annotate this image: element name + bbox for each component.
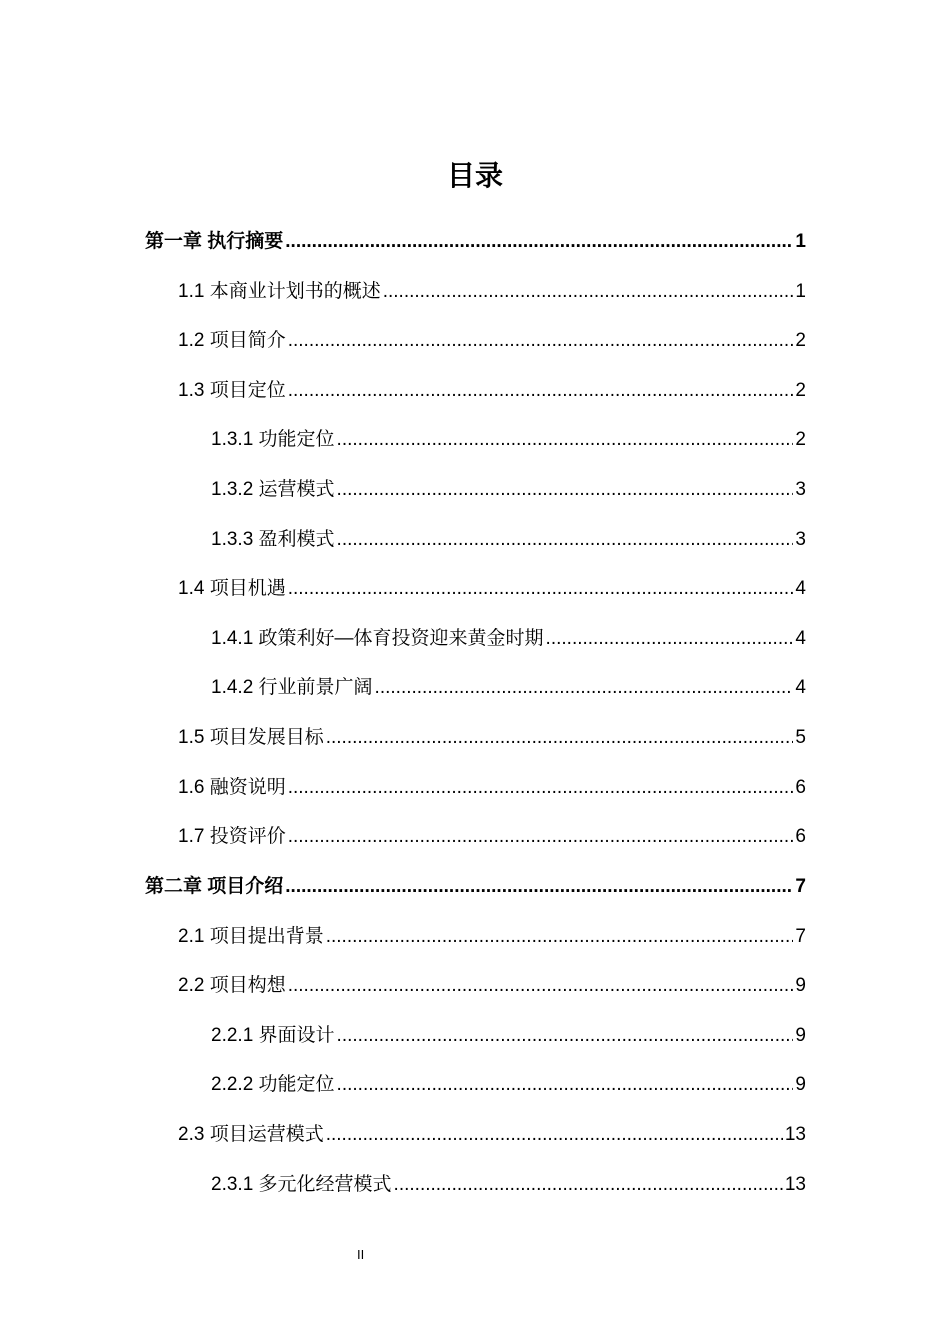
toc-leader-dots [288, 817, 794, 857]
toc-leader-dots [288, 768, 794, 808]
toc-leader-dots [337, 420, 794, 460]
toc-entry[interactable] [178, 718, 806, 758]
toc-entry[interactable] [178, 966, 806, 1006]
page-title: 目录 [446, 160, 503, 191]
toc-entry[interactable] [178, 1115, 806, 1155]
toc-entry-text: 1.6 融资说明 [178, 777, 286, 798]
toc-entry-page: 2 [795, 380, 806, 401]
toc-leader-dots [394, 1165, 783, 1205]
toc-entry[interactable] [145, 222, 806, 262]
toc-entry-text: 第一章 执行摘要 [145, 231, 284, 252]
toc-entry[interactable] [211, 1165, 806, 1205]
toc-entry[interactable] [178, 768, 806, 808]
toc-leader-dots [337, 520, 794, 560]
toc-leader-dots [337, 470, 794, 510]
toc-entry-page: 13 [784, 1174, 806, 1195]
toc-leader-dots [337, 1065, 794, 1105]
toc-entry-text: 2.2 项目构想 [178, 975, 286, 996]
toc-entry-text: 2.1 项目提出背景 [178, 926, 324, 947]
toc-leader-dots [288, 371, 794, 411]
toc-entry[interactable] [178, 371, 806, 411]
toc-entry-text: 1.4.1 政策利好—体育投资迎来黄金时期 [211, 628, 544, 649]
toc-leader-dots [285, 867, 793, 907]
toc-entry-page: 3 [795, 529, 806, 550]
toc-entry[interactable] [211, 420, 806, 460]
toc-entry[interactable] [211, 470, 806, 510]
toc-entry-page: 2 [795, 330, 806, 351]
toc-leader-dots [288, 966, 794, 1006]
toc-leader-dots [326, 917, 794, 957]
toc-entry-page: 2 [795, 429, 806, 450]
toc-entry-text: 1.4 项目机遇 [178, 578, 286, 599]
toc-entry-text: 2.2.2 功能定位 [211, 1074, 335, 1095]
toc-entry[interactable] [178, 321, 806, 361]
toc-entry-text: 1.7 投资评价 [178, 826, 286, 847]
toc-entry[interactable] [178, 272, 806, 312]
toc-entry[interactable] [145, 867, 806, 907]
toc-entry-page: 1 [795, 281, 806, 302]
toc-entry-page: 1 [795, 231, 806, 252]
toc-entry[interactable] [211, 520, 806, 560]
toc-leader-dots [285, 222, 793, 262]
toc-leader-dots [546, 619, 794, 659]
toc-entry-page: 9 [795, 1025, 806, 1046]
toc-entry-text: 1.1 本商业计划书的概述 [178, 281, 381, 302]
toc-entry[interactable] [211, 1065, 806, 1105]
toc-entry-page: 5 [795, 727, 806, 748]
toc-entry-page: 7 [795, 926, 806, 947]
toc-leader-dots [383, 272, 794, 312]
toc-entry[interactable] [211, 1016, 806, 1056]
toc-entry-text: 2.3 项目运营模式 [178, 1124, 324, 1145]
toc-entry-text: 第二章 项目介绍 [145, 876, 284, 897]
toc-entry-page: 9 [795, 975, 806, 996]
toc-entry-text: 2.2.1 界面设计 [211, 1025, 335, 1046]
toc-entry-page: 4 [795, 578, 806, 599]
toc-entry-text: 2.3.1 多元化经营模式 [211, 1174, 392, 1195]
toc-entry[interactable] [178, 917, 806, 957]
toc-entry[interactable] [211, 668, 806, 708]
toc-entry-page: 13 [784, 1124, 806, 1145]
toc-entry-text: 1.3 项目定位 [178, 380, 286, 401]
toc-leader-dots [288, 569, 794, 609]
toc-entry-text: 1.2 项目简介 [178, 330, 286, 351]
toc-leader-dots [337, 1016, 794, 1056]
toc-entry-page: 4 [795, 677, 806, 698]
page-number: II [357, 1247, 365, 1262]
toc-entry-page: 9 [795, 1074, 806, 1095]
toc-entry-text: 1.3.3 盈利模式 [211, 529, 335, 550]
toc-leader-dots [288, 321, 794, 361]
toc-entry[interactable] [178, 817, 806, 857]
toc-entry-text: 1.5 项目发展目标 [178, 727, 324, 748]
toc-entry-page: 6 [795, 826, 806, 847]
toc-leader-dots [326, 1115, 783, 1155]
toc-entry-text: 1.3.1 功能定位 [211, 429, 335, 450]
toc-entry-page: 7 [795, 876, 806, 897]
toc-entry-text: 1.4.2 行业前景广阔 [211, 677, 373, 698]
toc-entry-text: 1.3.2 运营模式 [211, 479, 335, 500]
toc-entry-page: 3 [795, 479, 806, 500]
toc-leader-dots [326, 718, 794, 758]
toc-entry-page: 6 [795, 777, 806, 798]
toc-entry[interactable] [211, 619, 806, 659]
toc-entry-page: 4 [795, 628, 806, 649]
toc-leader-dots [375, 668, 794, 708]
toc-entry[interactable] [178, 569, 806, 609]
